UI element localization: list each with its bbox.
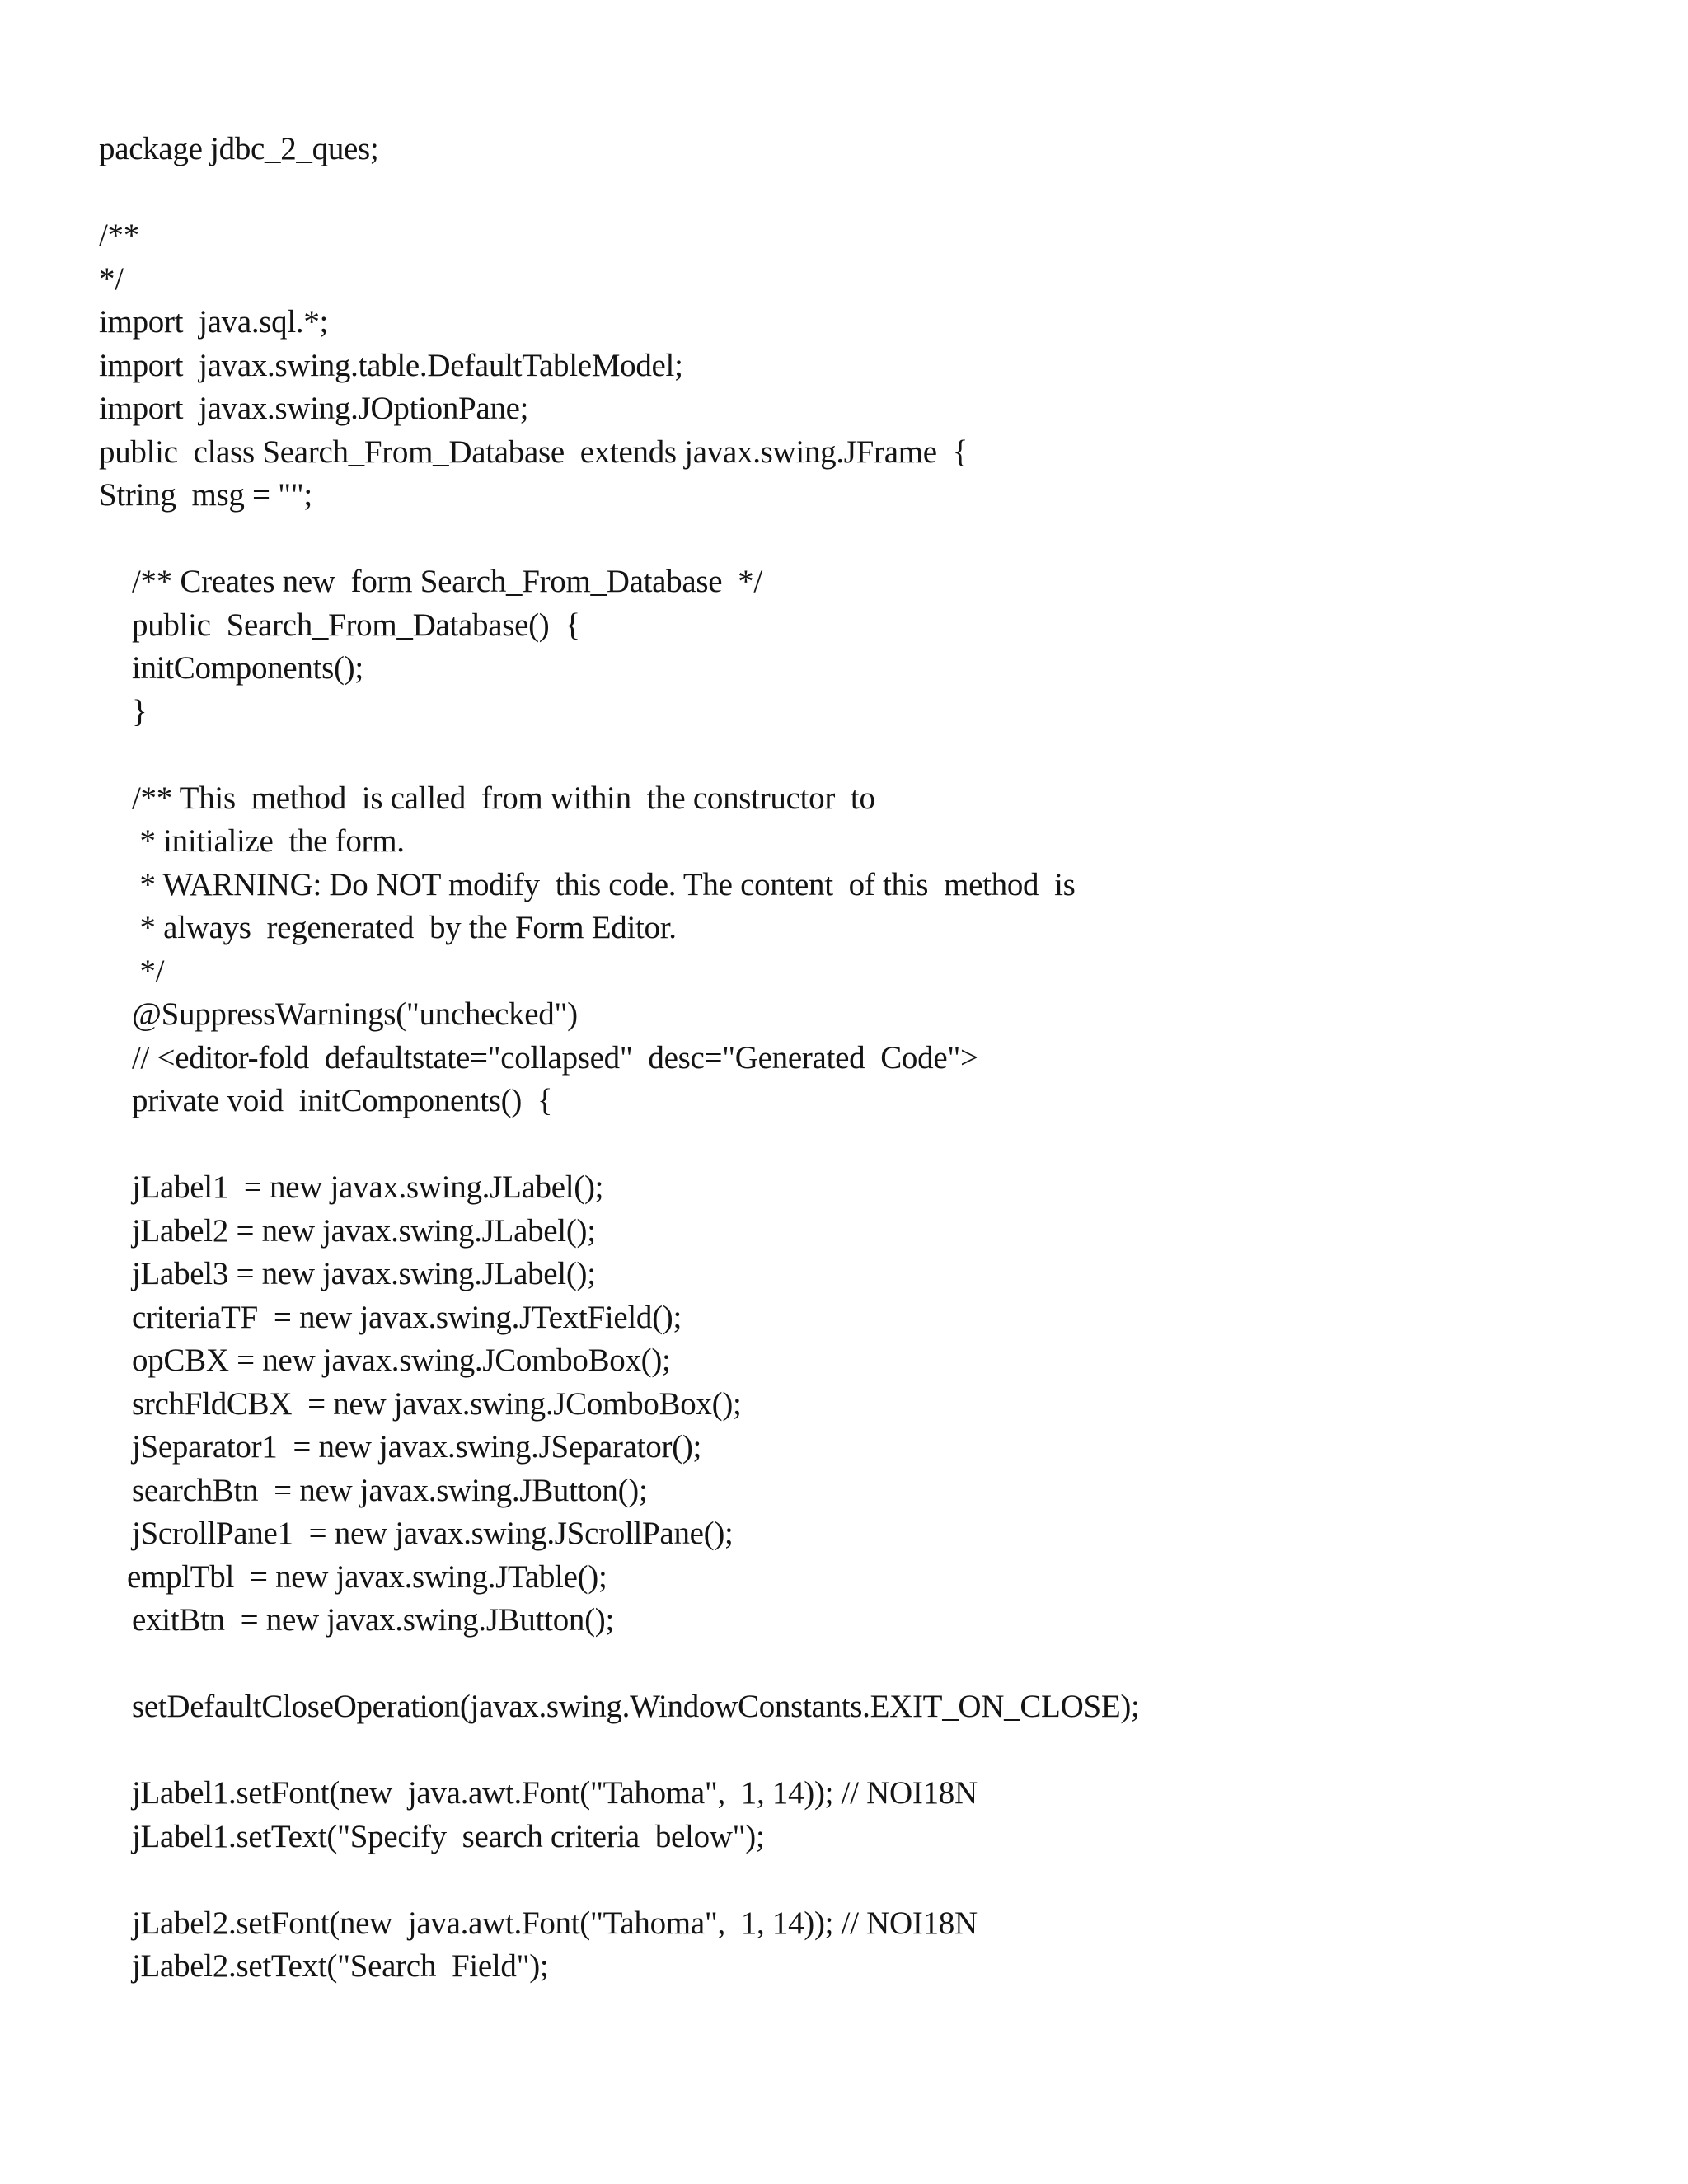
code-line-javadoc-1: /** This method is called from within the constructor to (132, 780, 875, 816)
code-line-jlabel1-settext: jLabel1.setText("Specify search criteria below"); (132, 1818, 765, 1854)
code-line-import-optionpane: import javax.swing.JOptionPane; (99, 391, 529, 426)
code-line-srchfldcbx-new: srchFldCBX = new javax.swing.JComboBox(); (132, 1385, 742, 1422)
code-line-javadoc-3: * WARNING: Do NOT modify this code. The content of this method is (132, 866, 1076, 902)
code-line-blank (99, 1643, 1632, 1686)
code-line-msg-field: String msg = ""; (99, 477, 312, 513)
code-line-set-default-close: setDefaultCloseOperation(javax.swing.WindowConstants.EXIT_ON_CLOSE); (132, 1689, 1140, 1724)
code-line-init-components-signature: private void initComponents() { (132, 1083, 553, 1118)
code-line-constructor-comment: /** Creates new form Search_From_Database */ (132, 564, 762, 599)
code-line-jscrollpane1-new: jScrollPane1 = new javax.swing.JScrollPane(); (132, 1516, 734, 1551)
code-line-searchbtn-new: searchBtn = new javax.swing.JButton(); (132, 1472, 648, 1508)
code-line-blank (99, 1858, 1632, 1902)
code-line-editor-fold: // <editor-fold defaultstate="collapsed" desc="Generated Code"> (132, 1039, 978, 1076)
code-line-blank (99, 518, 1632, 561)
code-line-javadoc-4: * always regenerated by the Form Editor. (132, 910, 677, 945)
code-line-opcbx-new: opCBX = new javax.swing.JComboBox(); (132, 1343, 671, 1378)
code-line-javadoc-2: * initialize the form. (132, 823, 405, 859)
code-line-blank (99, 1729, 1632, 1773)
code-line-import-tablemodel: import javax.swing.table.DefaultTableModel; (99, 347, 683, 383)
code-line-comment-open: /** (99, 218, 139, 253)
code-line-import-sql: import java.sql.*; (99, 304, 329, 340)
code-line-javadoc-close: */ (132, 953, 165, 989)
code-line-init-call: initComponents(); (132, 650, 363, 686)
code-line-blank (99, 171, 1632, 215)
code-line-jseparator1-new: jSeparator1 = new javax.swing.JSeparator(); (132, 1429, 702, 1465)
code-line-jlabel1-new: jLabel1 = new javax.swing.JLabel(); (132, 1169, 604, 1205)
code-line-exitbtn-new: exitBtn = new javax.swing.JButton(); (132, 1602, 615, 1638)
code-line-blank (99, 1123, 1632, 1167)
code-line-jlabel3-new: jLabel3 = new javax.swing.JLabel(); (132, 1256, 596, 1291)
code-line-constructor-signature: public Search_From_Database() { (132, 607, 580, 643)
code-line-class-declaration: public class Search_From_Database extends javax.swing.JFrame { (99, 434, 968, 470)
code-line-blank (99, 733, 1632, 777)
code-line-package: package jdbc_2_ques; (99, 131, 379, 166)
code-line-jlabel2-settext: jLabel2.setText("Search Field"); (132, 1948, 549, 1984)
code-line-comment-close: */ (99, 260, 124, 297)
code-line-constructor-close: } (132, 693, 148, 729)
code-line-jlabel2-new: jLabel2 = new javax.swing.JLabel(); (132, 1212, 596, 1249)
code-line-jlabel2-setfont: jLabel2.setFont(new java.awt.Font("Tahoma", 1, 14)); // NOI18N (132, 1905, 978, 1941)
code-line-annotation: @SuppressWarnings("unchecked") (132, 996, 578, 1032)
code-line-jlabel1-setfont: jLabel1.setFont(new java.awt.Font("Tahoma", 1, 14)); // NOI18N (132, 1775, 978, 1811)
code-line-empltbl-new: emplTbl = new javax.swing.JTable(); (127, 1558, 607, 1595)
code-line-criteriatf-new: criteriaTF = new javax.swing.JTextField(); (132, 1299, 682, 1335)
code-listing (99, 128, 1632, 1989)
